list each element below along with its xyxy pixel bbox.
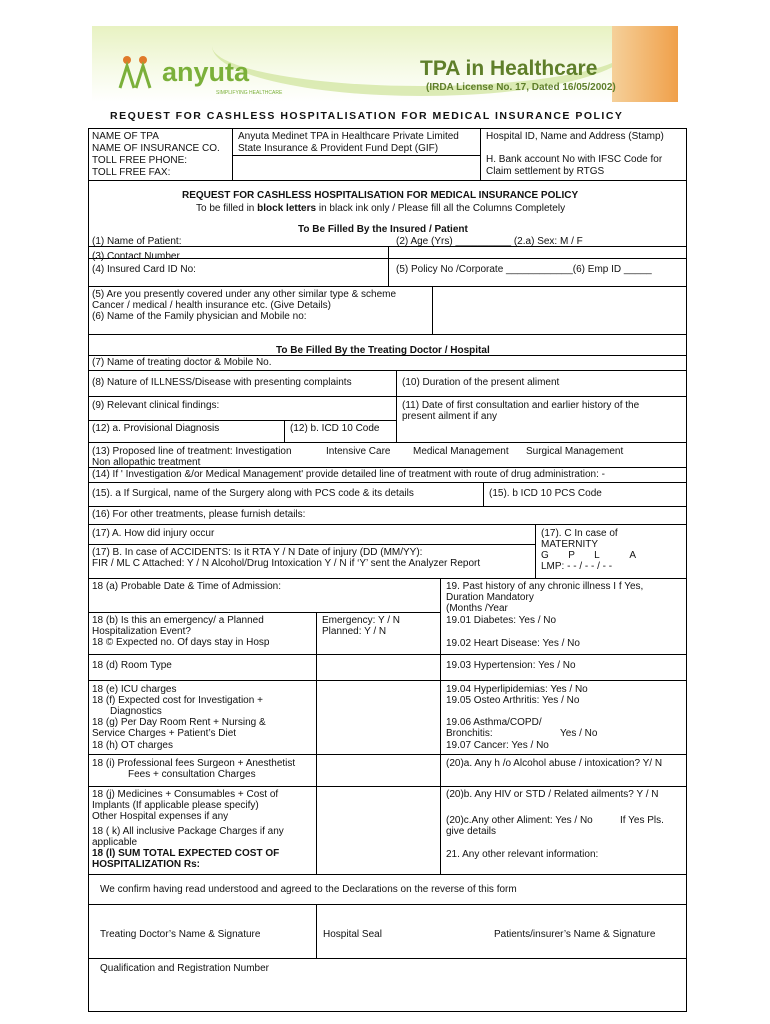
declaration-text: We confirm having read understood and agreed to the Declarations on the reverse of this form	[100, 884, 517, 895]
logo-text: anyuta	[162, 57, 250, 87]
contact-number-field[interactable]: (3) Contact Number	[92, 251, 180, 262]
expected-days-field[interactable]: 18 © Expected no. Of days stay in Hosp	[92, 637, 270, 648]
treatment-surgical-option[interactable]: Surgical Management	[526, 446, 624, 457]
anyuta-logo-icon	[116, 52, 156, 92]
emergency-yn[interactable]: Emergency: Y / N	[322, 615, 400, 626]
tpa-label-name: NAME OF TPA	[92, 131, 159, 142]
asthma-label: 19.06 Asthma/COPD/	[446, 717, 542, 728]
age-sex-field[interactable]: (2) Age (Yrs) __________ (2.a) Sex: M / F	[396, 236, 583, 247]
professional-fees-field[interactable]: 18 (i) Professional fees Surgeon + Anesthetist	[92, 758, 296, 769]
other-treatments-field[interactable]: (16) For other treatments, please furnish details:	[92, 509, 306, 520]
maternity-gpla-field[interactable]: G P L A	[541, 550, 637, 561]
heart-disease-yn[interactable]: 19.02 Heart Disease: Yes / No	[446, 638, 580, 649]
maternity-label: (17). C In case of	[541, 528, 618, 539]
hiv-std-yn[interactable]: (20)b. Any HIV or STD / Related ailments? Y / N	[446, 789, 659, 800]
tpa-label-fax: TOLL FREE FAX:	[92, 167, 171, 178]
logo-tagline: SIMPLIFYING HEALTHCARE	[216, 90, 283, 96]
clinical-findings-field[interactable]: (9) Relevant clinical findings:	[92, 400, 220, 411]
investigation-cost-field-2: Diagnostics	[110, 706, 162, 717]
first-consultation-field-2: present ailment if any	[402, 411, 498, 422]
illness-nature-field[interactable]: (8) Nature of ILLNESS/Disease with presenting complaints	[92, 377, 352, 388]
treatment-intensive-option[interactable]: Intensive Care	[326, 446, 391, 457]
maternity-label-2: MATERNITY	[541, 539, 599, 550]
room-rent-field-2: Service Charges + Patient’s Diet	[92, 728, 237, 739]
medicines-cost-field[interactable]: 18 (j) Medicines + Consumables + Cost of	[92, 789, 279, 800]
lmp-field[interactable]: LMP: - - / - - / - -	[541, 561, 613, 572]
ot-charges-field[interactable]: 18 (h) OT charges	[92, 740, 173, 751]
package-charges-field-2: applicable	[92, 837, 138, 848]
accident-field[interactable]: (17) B. In case of ACCIDENTS: Is it RTA Y / N Date of injury (DD (MM/YY):	[92, 547, 423, 558]
hyperlipidemias-yn[interactable]: 19.04 Hyperlipidemias: Yes / No	[446, 684, 588, 695]
chronic-illness-label-2: Duration Mandatory	[446, 592, 534, 603]
other-ailment-yn[interactable]: (20)c.Any other Aliment: Yes / No	[446, 815, 593, 826]
icd10-code-field[interactable]: (12) b. ICD 10 Code	[290, 423, 380, 434]
emergency-question-2: Hospitalization Event?	[92, 626, 191, 637]
family-physician-field[interactable]: (6) Name of the Family physician and Mobile no:	[92, 311, 307, 322]
emergency-question: 18 (b) Is this an emergency/ a Planned	[92, 615, 264, 626]
hospital-seal-field[interactable]: Hospital Seal	[323, 929, 382, 940]
chronic-illness-label-3: (Months /Year	[446, 603, 508, 614]
tpa-label-phone: TOLL FREE PHONE:	[92, 155, 188, 166]
patient-signature-field[interactable]: Patients/insurer’s Name & Signature	[494, 929, 656, 940]
tpa-title: TPA in Healthcare	[420, 57, 598, 80]
duration-field[interactable]: (10) Duration of the present aliment	[402, 377, 560, 388]
alcohol-abuse-yn[interactable]: (20)a. Any h /o Alcohol abuse / intoxication? Y/ N	[446, 758, 663, 769]
treatment-nonallopathic-option[interactable]: Non allopathic treatment	[92, 457, 201, 468]
medicines-cost-field-2: Implants (If applicable please specify)	[92, 800, 259, 811]
osteo-arthritis-yn[interactable]: 19.05 Osteo Arthritis: Yes / No	[446, 695, 580, 706]
icd10-pcs-field[interactable]: (15). b ICD 10 PCS Code	[489, 488, 602, 499]
treatment-medical-option[interactable]: Medical Management	[413, 446, 509, 457]
first-consultation-field[interactable]: (11) Date of first consultation and earlier history of the	[402, 400, 640, 411]
admission-date-field[interactable]: 18 (a) Probable Date & Time of Admission:	[92, 581, 281, 592]
card-id-field[interactable]: (4) Insured Card ID No:	[92, 264, 196, 275]
hospital-id-field[interactable]: Hospital ID, Name and Address (Stamp)	[486, 131, 664, 142]
injury-occur-field[interactable]: (17) A. How did injury occur	[92, 528, 215, 539]
fir-mlc-field[interactable]: FIR / ML C Attached: Y / N Alcohol/Drug Intoxication Y / N if ‘Y’ sent the Analyzer Report	[92, 558, 481, 569]
icu-charges-field[interactable]: 18 (e) ICU charges	[92, 684, 177, 695]
doctor-section-heading: To Be Filled By the Treating Doctor / Hospital	[276, 345, 490, 356]
banner-orange-block	[612, 26, 678, 102]
header-banner	[92, 26, 678, 102]
surgery-name-field[interactable]: (15). a If Surgical, name of the Surgery along with PCS code & its details	[92, 488, 414, 499]
license-text: (IRDA License No. 17, Dated 16/05/2002)	[426, 82, 616, 93]
bank-account-label: H. Bank account No with IFSC Code for	[486, 154, 663, 165]
asthma-yn[interactable]: Yes / No	[560, 728, 598, 739]
qualification-field[interactable]: Qualification and Registration Number	[100, 963, 269, 974]
other-info-field[interactable]: 21. Any other relevant information:	[446, 849, 599, 860]
provisional-diagnosis-field[interactable]: (12) a. Provisional Diagnosis	[92, 423, 220, 434]
form-title: REQUEST FOR CASHLESS HOSPITALISATION FOR MEDICAL INSURANCE POLICY	[110, 110, 624, 122]
section-title: REQUEST FOR CASHLESS HOSPITALISATION FOR MEDICAL INSURANCE POLICY	[182, 190, 579, 201]
other-ailment-if-yes: If Yes Pls.	[620, 815, 664, 826]
patient-name-field[interactable]: (1) Name of Patient:	[92, 236, 182, 247]
hypertension-yn[interactable]: 19.03 Hypertension: Yes / No	[446, 660, 576, 671]
patient-section-heading: To Be Filled By the Insured / Patient	[298, 224, 468, 235]
line-of-treatment-field[interactable]: (14) If ' Investigation &/or Medical Management' provide detailed line of treatment with route of drug administration: -	[92, 469, 605, 480]
total-cost-field[interactable]: 18 (l) SUM TOTAL EXPECTED COST OF	[92, 848, 280, 859]
treatment-investigation-option[interactable]: (13) Proposed line of treatment: Investigation	[92, 446, 292, 457]
medicines-cost-field-3: Other Hospital expenses if any	[92, 811, 229, 822]
cancer-yn[interactable]: 19.07 Cancer: Yes / No	[446, 740, 549, 751]
room-type-field[interactable]: 18 (d) Room Type	[92, 660, 172, 671]
package-charges-field[interactable]: 18 ( k) All inclusive Package Charges if any	[92, 826, 284, 837]
investigation-cost-field[interactable]: 18 (f) Expected cost for Investigation +	[92, 695, 263, 706]
doctor-signature-field[interactable]: Treating Doctor’s Name & Signature	[100, 929, 261, 940]
policy-empid-field[interactable]: (5) Policy No /Corporate ____________(6) Emp ID _____	[396, 264, 652, 275]
planned-yn[interactable]: Planned: Y / N	[322, 626, 387, 637]
other-ailment-details[interactable]: give details	[446, 826, 497, 837]
chronic-illness-label: 19. Past history of any chronic illness I f Yes,	[446, 581, 644, 592]
total-cost-field-2: HOSPITALIZATION Rs:	[92, 859, 200, 870]
tpa-value-insurance: State Insurance & Provident Fund Dept (GIF)	[238, 143, 439, 154]
asthma-label-2: Bronchitis:	[446, 728, 493, 739]
room-rent-field[interactable]: 18 (g) Per Day Room Rent + Nursing &	[92, 717, 266, 728]
treating-doctor-field[interactable]: (7) Name of treating doctor & Mobile No.	[92, 357, 272, 368]
professional-fees-field-2: Fees + consultation Charges	[128, 769, 256, 780]
fill-instructions: To be filled in block letters in black ink only / Please fill all the Columns Completely	[196, 203, 566, 214]
other-cover-question: (5) Are you presently covered under any other similar type & scheme	[92, 289, 397, 300]
diabetes-yn[interactable]: 19.01 Diabetes: Yes / No	[446, 615, 557, 626]
tpa-label-insurance: NAME OF INSURANCE CO.	[92, 143, 220, 154]
bank-account-label-2: Claim settlement by RTGS	[486, 166, 605, 177]
tpa-value-name: Anyuta Medinet TPA in Healthcare Private Limited	[238, 131, 459, 142]
other-cover-question-2[interactable]: Cancer / medical / health insurance etc. (Give Details)	[92, 300, 331, 311]
